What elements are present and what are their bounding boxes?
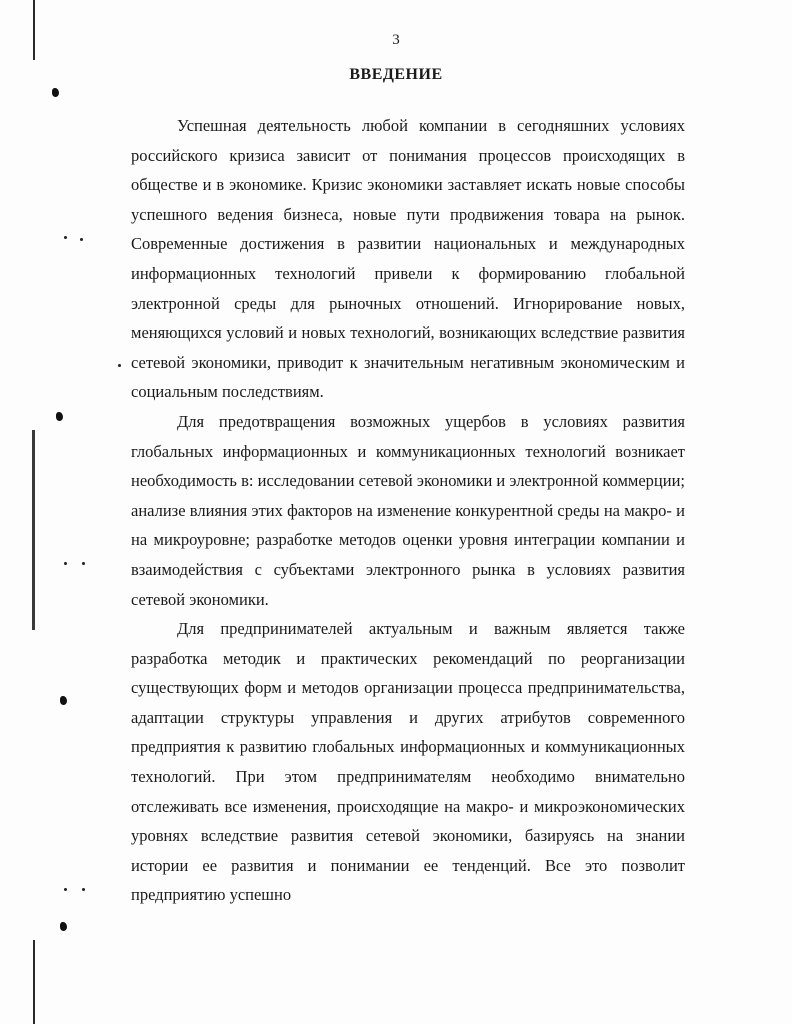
scan-dust-dot (64, 562, 67, 565)
page-number: 3 (392, 32, 400, 48)
paragraph: Успешная деятельность любой компании в сегодняшних условиях российского кризиса зависит от понимания процессов происходящих в обществе и в экономике. Кризис экономики заставляет искать новые способы успешного ведения бизнеса, новые пути продвижения товара на рынок. Современные достижения в развитии национальных и международных информационных технологий привели к формированию глобальной электронной среды для рыночных отношений. Игнорирование новых, меняющихся условий и новых технологий, возникающих вследствие развития сетевой экономики, приводит к значительным негативным экономическим и социальным последствиям. (131, 116, 685, 402)
scan-hole-mark (60, 922, 67, 931)
body-text (131, 111, 685, 910)
scan-dust-dot (64, 888, 67, 891)
scan-edge-line-bottom (33, 940, 35, 1024)
scan-edge-line-top (33, 0, 35, 60)
scan-dust-dot (118, 364, 121, 367)
paragraph: Для предпринимателей актуальным и важным является также разработка методик и практических рекомендаций по реорганизации существующих форм и методов организации процесса предпринимательства, адаптации структуры управления и других атрибутов современного предприятия к развитию глобальных информационных и коммуникационных технологий. При этом предпринимателям необходимо внимательно отслеживать все изменения, происходящие на макро- и микроэкономических уровнях вследствие развития сетевой экономики, базируясь на знании истории ее развития и понимании ее тенденций. Все это позволит предприятию успешно (131, 619, 685, 905)
scan-dust-dot (64, 236, 67, 239)
scan-hole-mark (60, 696, 67, 705)
page-title: ВВЕДЕНИЕ (349, 66, 443, 83)
scan-dust-dot (82, 888, 85, 891)
paragraph: Для предотвращения возможных ущербов в условиях развития глобальных информационных и коммуникационных технологий возникает необходимость в: исследовании сетевой экономики и электронной коммерции; анализе влияния этих факторов на изменение конкурентной среды на макро- и на микроуровне; разработке методов оценки уровня интеграции компании и взаимодействия с субъектами электронного рынка в условиях развития сетевой экономики. (131, 411, 685, 609)
scan-hole-mark (56, 412, 63, 421)
scan-dust-dot (82, 562, 85, 565)
scan-dust-dot (80, 238, 83, 241)
scan-edge-line-middle (32, 430, 35, 630)
scan-hole-mark (52, 88, 59, 97)
